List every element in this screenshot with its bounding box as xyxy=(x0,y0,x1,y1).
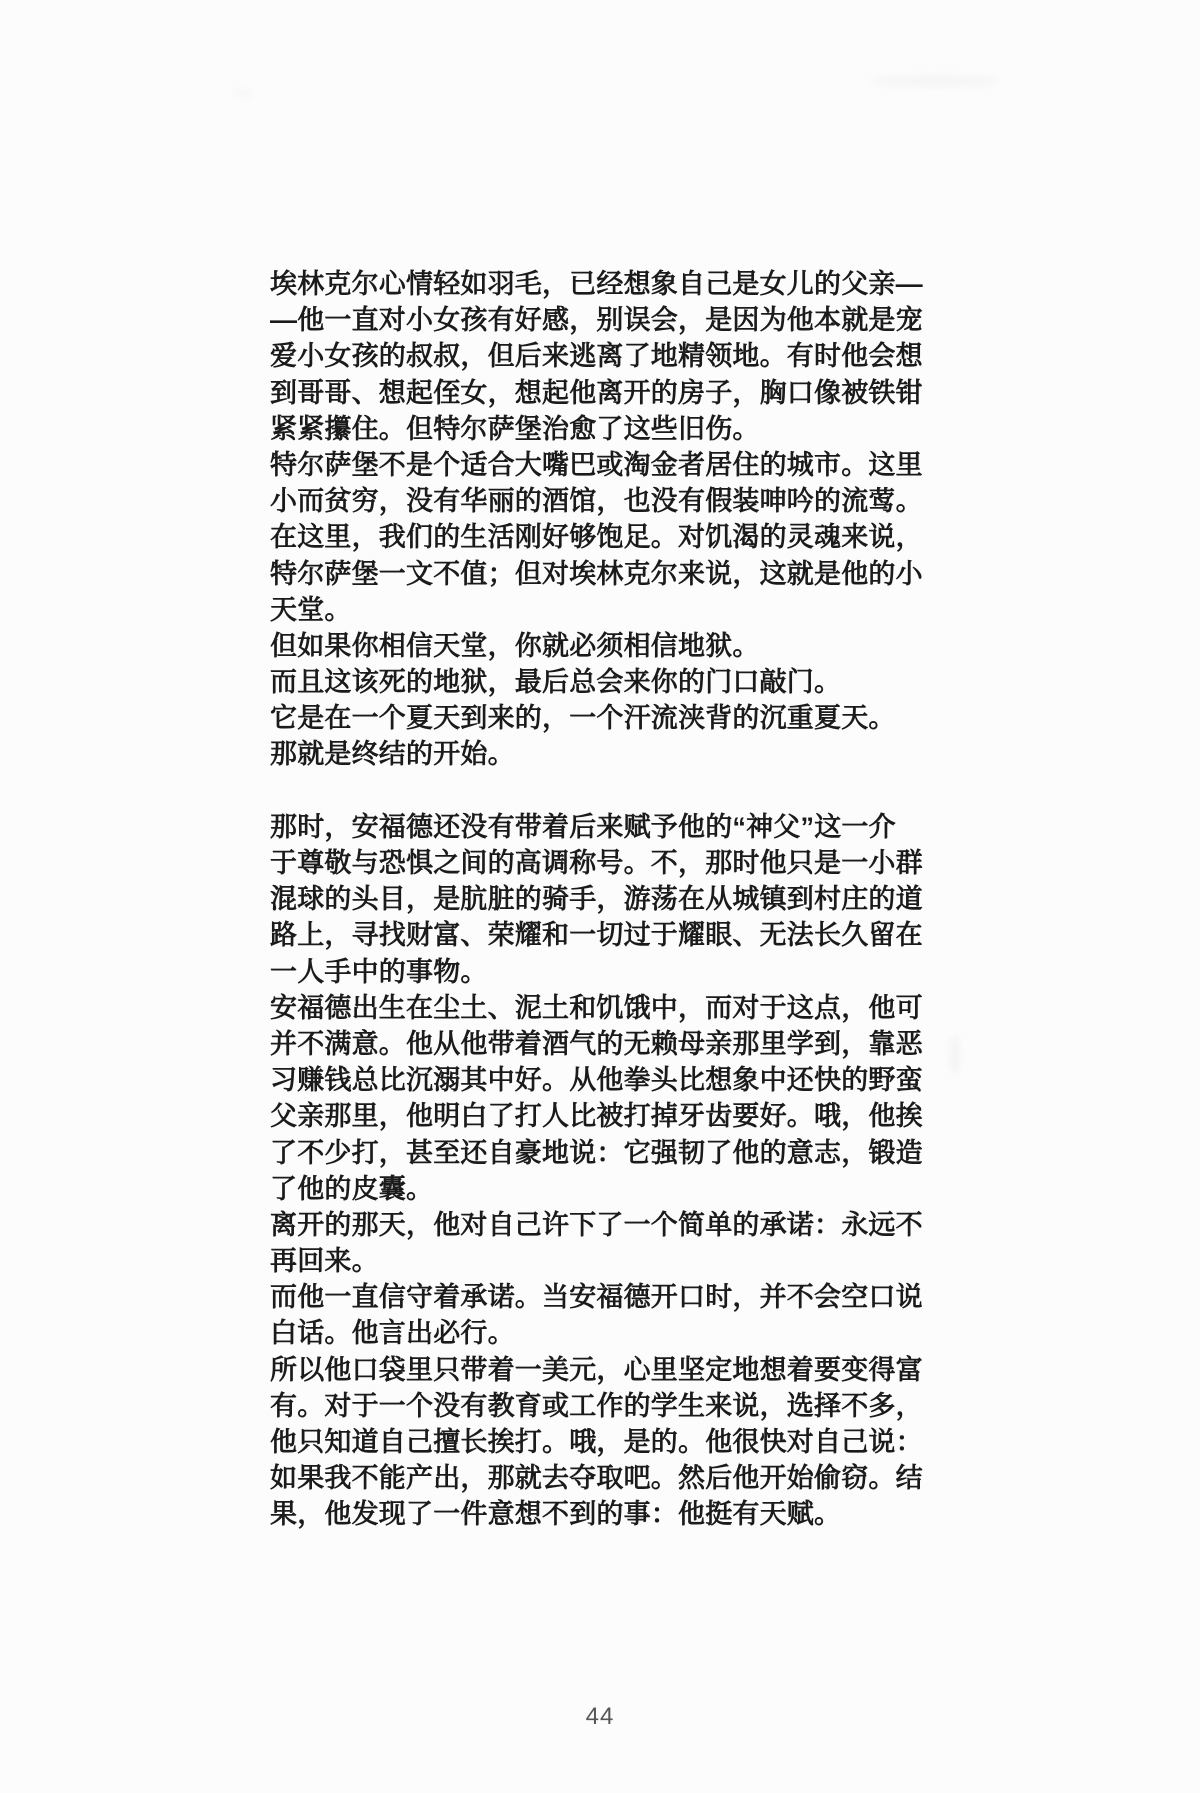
text-line: 埃林克尔心情轻如羽毛，已经想象自己是女儿的父亲— xyxy=(270,269,923,299)
text-line: 于尊敬与恐惧之间的高调称号。不，那时他只是一小群 xyxy=(270,848,923,878)
paragraph-1 xyxy=(270,266,932,773)
scan-smudge xyxy=(948,1035,962,1075)
text-line: 到哥哥、想起侄女，想起他离开的房子，胸口像被铁钳 xyxy=(270,377,923,408)
text-line: 那时，安福德还没有带着后来赋予他的“神父”这一介 xyxy=(270,811,896,842)
scan-smudge xyxy=(232,88,254,98)
text-line: 了他的皮囊。 xyxy=(270,1173,434,1204)
text-line: 离开的那天，他对自己许下了一个简单的承诺：永远不 xyxy=(270,1209,923,1240)
body-text xyxy=(270,266,932,1533)
text-line: 一人手中的事物。 xyxy=(270,956,488,987)
paragraph-2 xyxy=(270,809,932,1533)
text-line: 天堂。 xyxy=(270,594,352,625)
text-line: 紧紧攥住。但特尔萨堡治愈了这些旧伤。 xyxy=(270,413,760,444)
text-line: 但如果你相信天堂，你就必须相信地狱。 xyxy=(270,630,760,661)
text-line: 而且这该死的地狱，最后总会来你的门口敲门。 xyxy=(270,667,842,698)
text-line: 特尔萨堡一文不值；但对埃林克尔来说，这就是他的小 xyxy=(270,558,923,589)
text-line: 所以他口袋里只带着一美元，心里坚定地想着要变得富 xyxy=(270,1354,923,1385)
text-line: 路上，寻找财富、荣耀和一切过于耀眼、无法长久留在 xyxy=(270,920,923,951)
scan-smudge xyxy=(870,75,1000,87)
text-line: 在这里，我们的生活刚好够饱足。对饥渴的灵魂来说， xyxy=(270,522,923,553)
text-line: 并不满意。他从他带着酒气的无赖母亲那里学到，靠恶 xyxy=(270,1028,923,1059)
text-line: 再回来。 xyxy=(270,1246,379,1277)
text-line: 如果我不能产出，那就去夺取吧。然后他开始偷窃。结 xyxy=(270,1463,923,1494)
text-line: 有。对于一个没有教育或工作的学生来说，选择不多， xyxy=(270,1390,923,1421)
text-line: —他一直对小女孩有好感，别误会，是因为他本就是宠 xyxy=(270,305,923,336)
text-line: 爱小女孩的叔叔，但后来逃离了地精领地。有时他会想 xyxy=(270,341,923,372)
text-line: 习赚钱总比沉溺其中好。从他拳头比想象中还快的野蛮 xyxy=(270,1065,923,1096)
text-line: 那就是终结的开始。 xyxy=(270,739,515,770)
text-line: 它是在一个夏天到来的，一个汗流浃背的沉重夏天。 xyxy=(270,703,896,734)
text-line: 了不少打，甚至还自豪地说：它强韧了他的意志，锻造 xyxy=(270,1137,923,1168)
text-line: 他只知道自己擅长挨打。哦，是的。他很快对自己说： xyxy=(270,1427,923,1457)
text-line: 白话。他言出必行。 xyxy=(270,1318,515,1349)
text-line: 特尔萨堡不是个适合大嘴巴或淘金者居住的城市。这里 xyxy=(270,449,923,480)
text-line: 安福德出生在尘土、泥土和饥饿中，而对于这点，他可 xyxy=(270,992,923,1023)
page-number: 44 xyxy=(585,1703,615,1730)
text-line: 果，他发现了一件意想不到的事：他挺有天赋。 xyxy=(270,1499,842,1530)
text-line: 混球的头目，是肮脏的骑手，游荡在从城镇到村庄的道 xyxy=(270,884,923,915)
text-line: 小而贫穷，没有华丽的酒馆，也没有假装呻吟的流莺。 xyxy=(270,486,923,517)
text-line: 而他一直信守着承诺。当安福德开口时，并不会空口说 xyxy=(270,1282,923,1313)
text-line: 父亲那里，他明白了打人比被打掉牙齿要好。哦，他挨 xyxy=(270,1101,923,1132)
